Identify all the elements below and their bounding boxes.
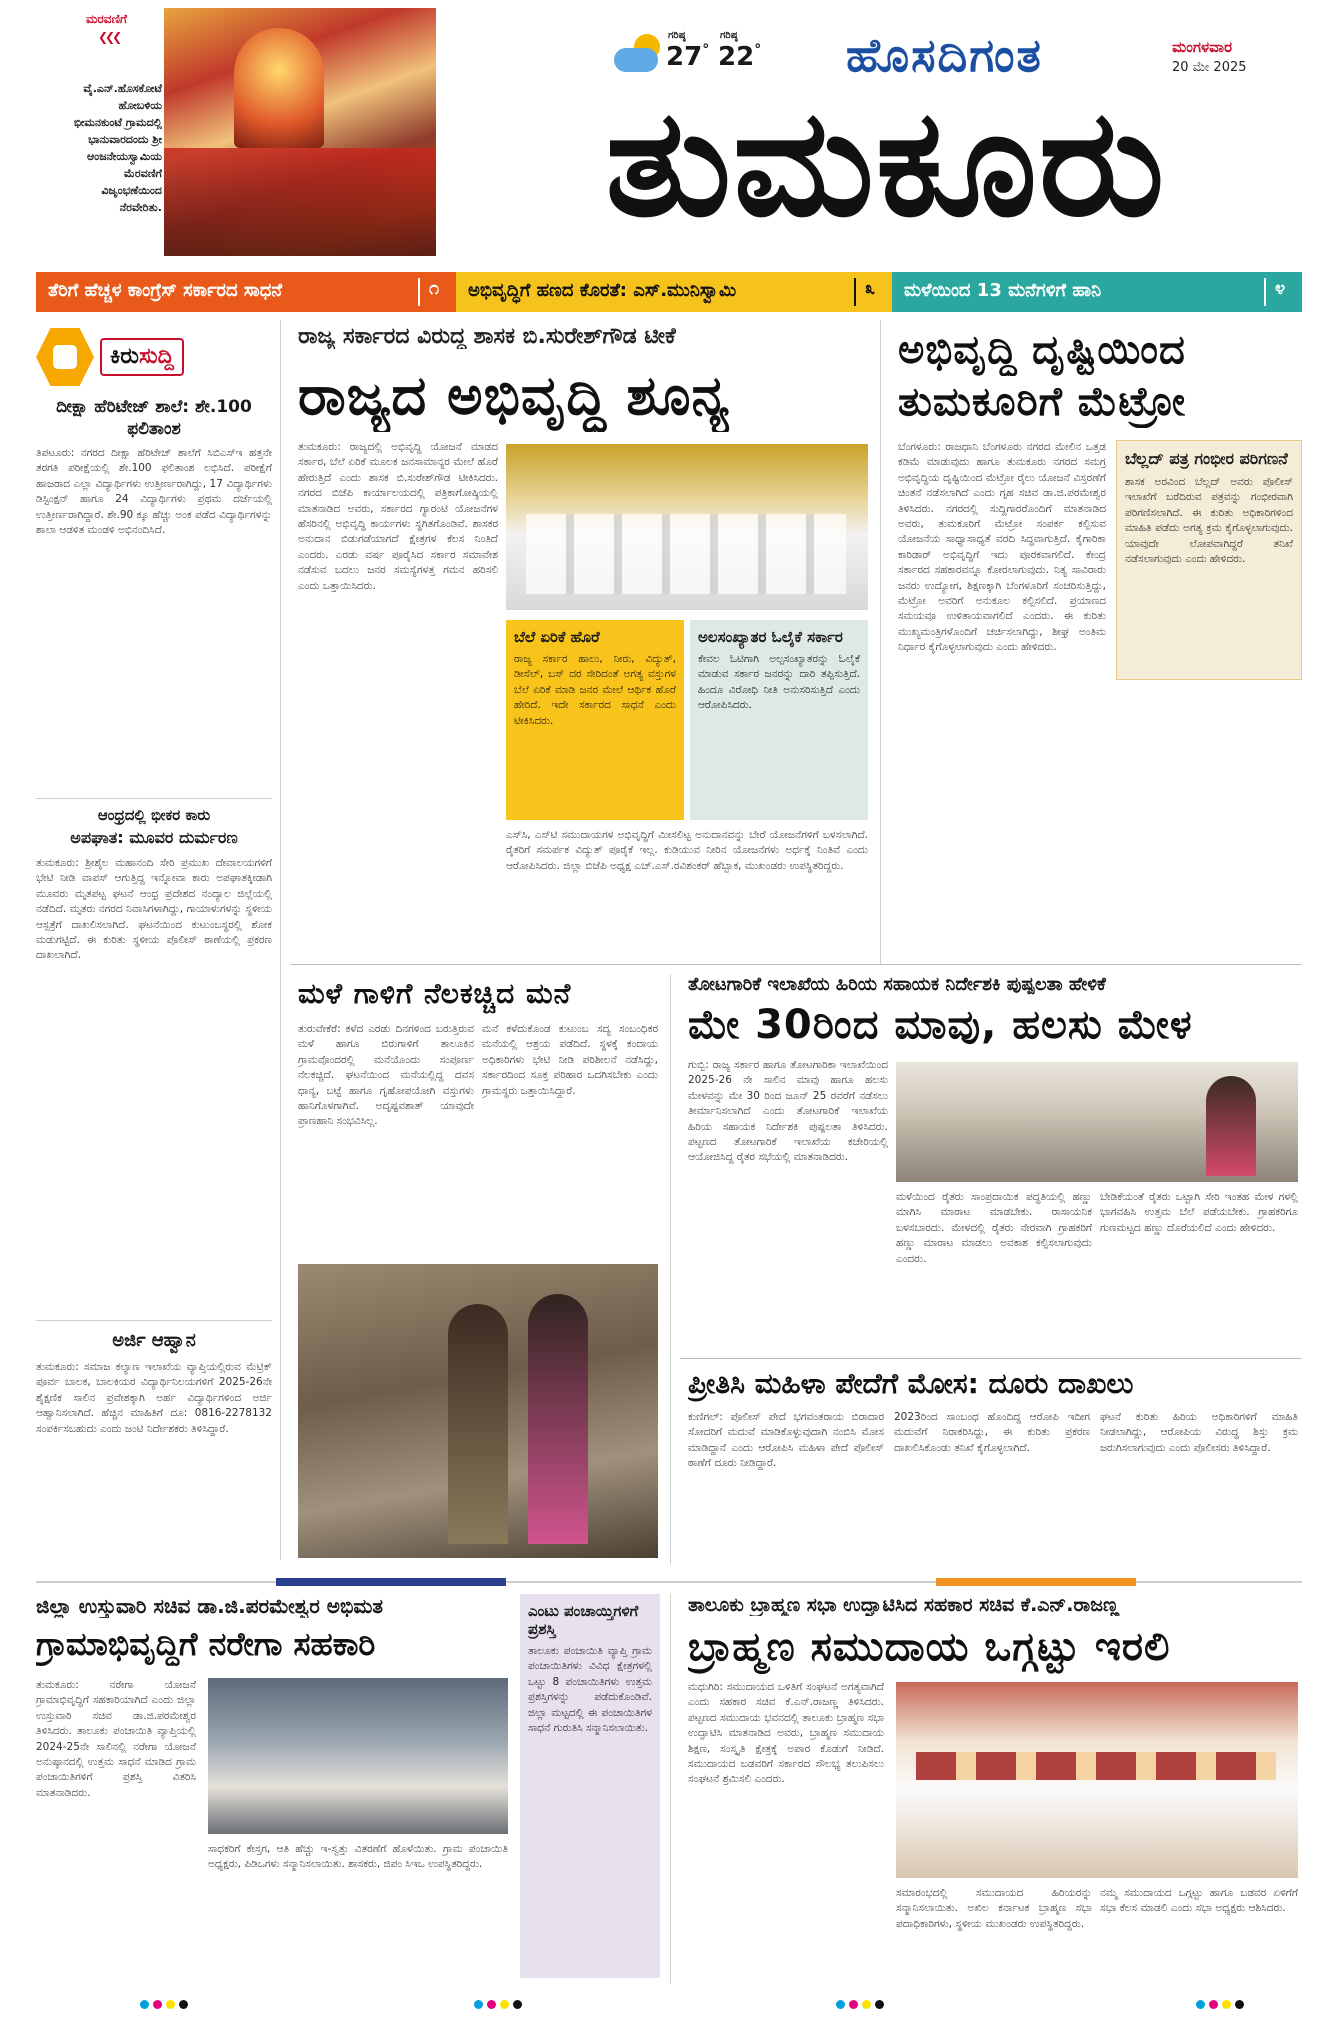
crowd-shape xyxy=(164,148,436,256)
brief-2-body: ತುಮಕೂರು: ಶ್ರೀಶೈಲ ಮಹಾನಂದಿ ಸೇರಿ ಪ್ರಮುಖ ದೇವಾಲಯಗಳಿಗೆ ಭೇಟಿ ನೀಡಿ ವಾಪಸ್ ಆಗುತ್ತಿದ್ದ ಇನ್ನೋವಾ ಕಾರು ಅಪಘಾತಕ್ಕೀಡಾಗಿ ಮೂವರು ಮೃತಪಟ್ಟ ಘಟನೆ ಆಂಧ್ರ ಪ್ರದೇಶದ ನಂದ್ಯಾಲ ಜಿಲ್ಲೆಯಲ್ಲಿ ನಡೆದಿದೆ. ಮೃತರು ನಗರದ ನಿವಾಸಿಗಳಾಗಿದ್ದು, ಗಾಯಾಳುಗಳನ್ನು ಸ್ಥಳೀಯ ಆಸ್ಪತ್ರೆಗೆ ದಾಖಲಿಸಲಾಗಿದೆ. ಘಟನೆಯಿಂದ ಕುಟುಂಬಸ್ಥರಲ್ಲಿ ಶೋಕ ಮಡುಗಟ್ಟಿದೆ. ಈ ಕುರಿತು ಸ್ಥಳೀಯ ಪೊಲೀಸ್ ಠಾಣೆಯಲ್ಲಿ ಪ್ರಕರಣ ದಾಖಲಾಗಿದೆ. xyxy=(36,857,272,962)
bellad-letter-title: ಬೆಲ್ಲದ್ ಪತ್ರ ಗಂಭೀರ ಪರಿಗಣನೆ xyxy=(1125,449,1288,468)
edition-title: ತುಮಕೂರು xyxy=(605,77,1167,249)
nrega-story xyxy=(36,1594,664,1984)
rain-story xyxy=(290,974,662,1570)
story-tag-label: ಮರವಣಿಗೆ xyxy=(86,12,127,26)
farmers-meeting-photo xyxy=(896,1062,1298,1182)
mango-story xyxy=(680,974,1302,1354)
metro-story xyxy=(890,320,1302,960)
registration-marks-right xyxy=(1196,2000,1244,2009)
lead-headline: ರಾಜ್ಯದ ಅಭಿವೃದ್ಧಿ ಶೂನ್ಯ xyxy=(298,364,730,427)
procession-photo xyxy=(164,8,436,256)
brahmin-sabha-photo xyxy=(896,1682,1298,1878)
paper-logo: ಹೊಸದಿಗಂತ xyxy=(846,28,1043,82)
brahmin-body-c: ನಮ್ಮ ಸಮುದಾಯದ ಒಗ್ಗಟ್ಟು ಹಾಗೂ ಬಡವರ ಏಳಿಗೆಗೆ ಸಭಾ ಕೆಲಸ ಮಾಡಲಿ ಎಂದು ಸಭಾ ಅಧ್ಯಕ್ಷರು ಆಶಿಸಿದರು. xyxy=(1100,1887,1298,1915)
brief-2-headline: ಅಪಘಾತ: ಮೂವರ ದುರ್ಮರಣ xyxy=(70,828,238,847)
chevron-left-icon: ❮❮❮ xyxy=(98,30,120,44)
mango-body-b: ಮಳೆಯಿಂದ ರೈತರು ಸಾಂಪ್ರದಾಯಿಕ ಪದ್ಧತಿಯಲ್ಲಿ ಹಣ್ಣು ಮಾಗಿಸಿ ಮಾರಾಟ ಮಾಡಬೇಕು. ರಾಸಾಯನಿಕ ಬಳಸಬಾರದು. ಮೇಳದಲ್ಲಿ ರೈತರು ನೇರವಾಗಿ ಗ್ರಾಹಕರಿಗೆ ಹಣ್ಣು ಮಾರಾಟ ಮಾಡಲು ಅವಕಾಶ ಕಲ್ಪಿಸಲಾಗುವುದು ಎಂದರು. xyxy=(896,1191,1092,1265)
registration-marks-center-left xyxy=(474,2000,522,2009)
rain-body-b: ಮನೆ ಕಳೆದುಕೊಂಡ ಕುಟುಂಬ ಸದ್ಯ ಸಂಬಂಧಿಕರ ಮನೆಯಲ್ಲಿ ಆಶ್ರಯ ಪಡೆದಿದೆ. ಸ್ಥಳಕ್ಕೆ ಕಂದಾಯ ಅಧಿಕಾರಿಗಳು ಭೇಟಿ ನೀಡಿ ಪರಿಶೀಲನೆ ನಡೆಸಿದ್ದು, ಸರ್ಕಾರದಿಂದ ಸೂಕ್ತ ಪರಿಹಾರ ಒದಗಿಸಬೇಕು ಎಂದು ಗ್ರಾಮಸ್ಥರು ಒತ್ತಾಯಿಸಿದ್ದಾರೆ. xyxy=(482,1023,658,1097)
panchayat-award-box xyxy=(520,1594,660,1978)
brahmin-body-a: ಮಧುಗಿರಿ: ಸಮುದಾಯದ ಒಳಿತಿಗೆ ಸಂಘಟನೆ ಅಗತ್ಯವಾಗಿದೆ ಎಂದು ಸಹಕಾರ ಸಚಿವ ಕೆ.ಎನ್.ರಾಜಣ್ಣ ತಿಳಿಸಿದರು. ಪಟ್ಟಣದ ಸಮುದಾಯ ಭವನದಲ್ಲಿ ತಾಲೂಕು ಬ್ರಾಹ್ಮಣ ಸಭಾ ಉದ್ಘಾಟಿಸಿ ಮಾತನಾಡಿದ ಅವರು, ಬ್ರಾಹ್ಮಣ ಸಮುದಾಯ ಶಿಕ್ಷಣ, ಸಂಸ್ಕೃತಿ ಕ್ಷೇತ್ರಕ್ಕೆ ಅಪಾರ ಕೊಡುಗೆ ನೀಡಿದೆ. ಸಮುದಾಯದ ಬಡವರಿಗೆ ಸರ್ಕಾರದ ಸೌಲಭ್ಯ ತಲುಪಿಸಲು ಸಂಘಟನೆ ಶ್ರಮಿಸಲಿ ಎಂದರು. xyxy=(688,1681,884,1786)
teaser-2-text: ಅಭಿವೃದ್ಧಿಗೆ ಹಣದ ಕೊರತೆ: ಎಸ್.ಮುನಿಸ್ವಾಮಿ xyxy=(468,280,737,301)
price-hike-body: ರಾಜ್ಯ ಸರ್ಕಾರ ಹಾಲು, ನೀರು, ವಿದ್ಯುತ್, ಡೀಸೆಲ್, ಬಸ್ ದರ ಸೇರಿದಂತೆ ಅಗತ್ಯ ವಸ್ತುಗಳ ಬೆಲೆ ಏರಿಕೆ ಮಾಡಿ ಜನರ ಮೇಲೆ ಆರ್ಥಿಕ ಹೊರೆ ಹೇರಿದೆ. ಇದೇ ಸರ್ಕಾರದ ಸಾಧನೆ ಎಂದು ಟೀಕಿಸಿದರು. xyxy=(514,653,676,727)
brief-badge xyxy=(36,328,246,386)
brief-3-body: ತುಮಕೂರು: ಸಮಾಜ ಕಲ್ಯಾಣ ಇಲಾಖೆಯ ವ್ಯಾಪ್ತಿಯಲ್ಲಿರುವ ಮೆಟ್ರಿಕ್ ಪೂರ್ವ ಬಾಲಕ, ಬಾಲಕಿಯರ ವಿದ್ಯಾರ್ಥಿನಿಲಯಗಳಿಗೆ 2025-26ನೇ ಶೈಕ್ಷಣಿಕ ಸಾಲಿನ ಪ್ರವೇಶಕ್ಕಾಗಿ ಅರ್ಹ ವಿದ್ಯಾರ್ಥಿಗಳಿಂದ ಅರ್ಜಿ ಆಹ್ವಾನಿಸಲಾಗಿದೆ. ಹೆಚ್ಚಿನ ಮಾಹಿತಿಗೆ ದೂ: 0816-2278132 ಸಂಪರ್ಕಿಸಬಹುದು ಎಂದು ಜಂಟಿ ನಿರ್ದೇಶಕರು ತಿಳಿಸಿದ್ದಾರೆ. xyxy=(36,1361,272,1435)
bellad-letter-body: ಶಾಸಕ ಅರವಿಂದ ಬೆಲ್ಲದ್ ಅವರು ಪೊಲೀಸ್ ಇಲಾಖೆಗೆ ಬರೆದಿರುವ ಪತ್ರವನ್ನು ಗಂಭೀರವಾಗಿ ಪರಿಗಣಿಸಲಾಗಿದೆ. ಈ ಕುರಿತು ಅಧಿಕಾರಿಗಳಿಂದ ಮಾಹಿತಿ ಪಡೆದು ಅಗತ್ಯ ಕ್ರಮ ಕೈಗೊಳ್ಳಲಾಗುವುದು. ಯಾವುದೇ ಲೋಪವಾಗಿದ್ದರೆ ತನಿಖೆ ನಡೆಸಲಾಗುವುದು ಎಂದು ಹೇಳಿದರು. xyxy=(1125,476,1293,566)
metro-body: ಬೆಂಗಳೂರು: ರಾಜಧಾನಿ ಬೆಂಗಳೂರು ನಗರದ ಮೇಲಿನ ಒತ್ತಡ ಕಡಿಮೆ ಮಾಡುವುದು ಹಾಗೂ ತುಮಕೂರು ನಗರದ ಸಮಗ್ರ ಅಭಿವೃದ್ಧಿಯ ದೃಷ್ಟಿಯಿಂದ ಮೆಟ್ರೋ ರೈಲು ಯೋಜನೆ ವಿಸ್ತರಣೆಗೆ ಚಿಂತನೆ ನಡೆಸಲಾಗಿದೆ ಎಂದು ಗೃಹ ಸಚಿವ ಡಾ.ಜಿ.ಪರಮೇಶ್ವರ ತಿಳಿಸಿದರು. ನಗರದಲ್ಲಿ ಸುದ್ದಿಗಾರರೊಂದಿಗೆ ಮಾತನಾಡಿದ ಅವರು, ತುಮಕೂರಿಗೆ ಮೆಟ್ರೋ ಸಂಪರ್ಕ ಕಲ್ಪಿಸುವ ಯೋಜನೆಯ ಸಾಧ್ಯಾಸಾಧ್ಯತೆ ವರದಿ ಸಿದ್ಧವಾಗುತ್ತಿದೆ. ಕೈಗಾರಿಕಾ ಕಾರಿಡಾರ್ ಅಭಿವೃದ್ಧಿಗೆ ಇದು ಪೂರಕವಾಗಲಿದೆ. ಕೇಂದ್ರ ಸರ್ಕಾರದ ಸಹಕಾರವನ್ನೂ ಕೋರಲಾಗುವುದು. ನಿತ್ಯ ಸಾವಿರಾರು ಜನರು ಉದ್ಯೋಗ, ಶಿಕ್ಷಣಕ್ಕಾಗಿ ಬೆಂಗಳೂರಿಗೆ ಸಂಚರಿಸುತ್ತಿದ್ದು, ಮೆಟ್ರೋ ಅವರಿಗೆ ಅನುಕೂಲ ಕಲ್ಪಿಸಲಿದೆ. ಪ್ರಯಾಣದ ಸಮಯವೂ ಉಳಿತಾಯವಾಗಲಿದೆ ಎಂದರು. ಈ ಕುರಿತು ಮುಖ್ಯಮಂತ್ರಿಗಳೊಂದಿಗೆ ಚರ್ಚಿಸಲಾಗಿದ್ದು, ಶೀಘ್ರ ಅಂತಿಮ ನಿರ್ಧಾರ ಕೈಗೊಳ್ಳಲಾಗುವುದು ಎಂದು ಹೇಳಿದರು. xyxy=(898,441,1106,654)
section-divider xyxy=(36,1578,1302,1586)
crime-body-a: ಕುಣಿಗಲ್: ಪೊಲೀಸ್ ಪೇದೆ ಭಗವಂತರಾಯ ಬಿರಾದಾರ ಸೋದರಿಗೆ ಮದುವೆ ಮಾಡಿಕೊಳ್ಳುವುದಾಗಿ ನಂಬಿಸಿ ಮೋಸ ಮಾಡಿದ್ದಾನೆ ಎಂದು ಆರೋಪಿಸಿ ಮಹಿಳಾ ಪೇದೆ ಪೊಲೀಸ್ ಠಾಣೆಗೆ ದೂರು ನೀಡಿದ್ದಾರೆ. xyxy=(688,1411,884,1470)
brief-1-body: ತಿಪಟೂರು: ನಗರದ ದೀಕ್ಷಾ ಹೆರಿಟೇಜ್ ಶಾಲೆಗೆ ಸಿಬಿಎಸ್‌ಇ ಹತ್ತನೇ ತರಗತಿ ಪರೀಕ್ಷೆಯಲ್ಲಿ ಶೇ.100 ಫಲಿತಾಂಶ ಲಭಿಸಿದೆ. ಪರೀಕ್ಷೆಗೆ ಹಾಜರಾದ ಎಲ್ಲಾ ವಿದ್ಯಾರ್ಥಿಗಳು ಉತ್ತೀರ್ಣರಾಗಿದ್ದು, 17 ವಿದ್ಯಾರ್ಥಿಗಳು ಡಿಸ್ಟಿಂಕ್ಷನ್ ಹಾಗೂ 24 ವಿದ್ಯಾರ್ಥಿಗಳು ಪ್ರಥಮ ದರ್ಜೆಯಲ್ಲಿ ಉತ್ತೀರ್ಣರಾಗಿದ್ದಾರೆ. ಶೇ.90 ಕ್ಕೂ ಹೆಚ್ಚು ಅಂಕ ಪಡೆದ ವಿದ್ಯಾರ್ಥಿಗಳನ್ನು ಶಾಲಾ ಆಡಳಿತ ಮಂಡಳಿ ಅಭಿನಂದಿಸಿದೆ. xyxy=(36,447,272,537)
crime-headline: ಪ್ರೀತಿಸಿ ಮಹಿಳಾ ಪೇದೆಗೆ ಮೋಸ: ದೂರು ದಾಖಲು xyxy=(688,1367,1134,1400)
weather-max: 27° xyxy=(666,42,710,72)
metro-headline-1: ಅಭಿವೃದ್ಧಿ ದೃಷ್ಟಿಯಿಂದ xyxy=(898,327,1186,373)
rain-headline: ಮಳೆ ಗಾಳಿಗೆ ನೆಲಕಚ್ಚಿದ ಮನೆ xyxy=(298,977,572,1010)
registration-marks-left xyxy=(140,2000,188,2009)
hand-icon xyxy=(36,328,94,386)
panchayat-award-title: ಎಂಟು ಪಂಚಾಯ್ತಿಗಳಿಗೆ ಪ್ರಶಸ್ತಿ xyxy=(528,1602,639,1638)
price-hike-title: ಬೆಲೆ ಏರಿಕೆ ಹೊರೆ xyxy=(514,628,600,646)
panchayat-award-body: ತಾಲೂಕು ಪಂಚಾಯಿತಿ ವ್ಯಾಪ್ತಿ ಗ್ರಾಮ ಪಂಚಾಯಿತಿಗಳು ವಿವಿಧ ಕ್ಷೇತ್ರಗಳಲ್ಲಿ ಒಟ್ಟು 8 ಪಂಚಾಯಿತಿಗಳು ಉತ್ತಮ ಪ್ರಶಸ್ತಿಗಳನ್ನು ಪಡೆದುಕೊಂಡಿವೆ. ಜಿಲ್ಲಾ ಮಟ್ಟದಲ್ಲಿ ಈ ಪಂಚಾಯಿತಿಗಳ ಸಾಧನೆ ಗುರುತಿಸಿ ಸನ್ಮಾನಿಸಲಾಯಿತು. xyxy=(528,1645,652,1735)
teaser-1[interactable] xyxy=(36,272,456,312)
weather-min-label: ಗರಿಷ್ಠ xyxy=(720,30,738,41)
masthead xyxy=(0,0,1338,262)
issue-date: 20 ಮೇ 2025 xyxy=(1172,60,1247,75)
teaser-2-page: ೩ xyxy=(854,278,884,306)
weather-min: 22° xyxy=(718,42,762,72)
teaser-3-page: ೪ xyxy=(1264,278,1294,306)
brahmin-story xyxy=(680,1594,1302,1984)
brief-label: ಕಿರುಸುದ್ದಿ xyxy=(100,338,184,376)
nrega-kicker: ಜಿಲ್ಲಾ ಉಸ್ತುವಾರಿ ಸಚಿವ ಡಾ.ಜಿ.ಪರಮೇಶ್ವರ ಅಭಿಮತ xyxy=(36,1594,384,1618)
metro-headline-2: ತುಮಕೂರಿಗೆ ಮೆಟ್ರೋ xyxy=(898,379,1187,425)
brahmin-body-b: ಸಮಾರಂಭದಲ್ಲಿ ಸಮುದಾಯದ ಹಿರಿಯರನ್ನು ಸನ್ಮಾನಿಸಲಾಯಿತು. ಅಖಿಲ ಕರ್ನಾಟಕ ಬ್ರಾಹ್ಮಣ ಸಭಾ ಪದಾಧಿಕಾರಿಗಳು, ಸ್ಥಳೀಯ ಮುಖಂಡರು ಉಪಸ್ಥಿತರಿದ್ದರು. xyxy=(896,1887,1092,1930)
brief-2-kicker: ಆಂಧ್ರದಲ್ಲಿ ಭೀಕರ ಕಾರು xyxy=(97,806,211,824)
weather-max-label: ಗರಿಷ್ಠ xyxy=(668,30,686,41)
teaser-1-text: ತೆರಿಗೆ ಹೆಚ್ಚಳ ಕಾಂಗ್ರೆಸ್ ಸರ್ಕಾರದ ಸಾಧನೆ xyxy=(48,280,283,301)
left-column xyxy=(36,320,272,1570)
appeasement-body: ಕೇವಲ ಓಟಿಗಾಗಿ ಅಲ್ಪಸಂಖ್ಯಾತರನ್ನು ಓಲೈಕೆ ಮಾಡುವ ಸರ್ಕಾರ ಜನರನ್ನು ದಾರಿ ತಪ್ಪಿಸುತ್ತಿದೆ. ಹಿಂದೂ ವಿರೋಧಿ ನೀತಿ ಅನುಸರಿಸುತ್ತಿದೆ ಎಂದು ಆರೋಪಿಸಿದರು. xyxy=(698,653,860,712)
brahmin-headline: ಬ್ರಾಹ್ಮಣ ಸಮುದಾಯ ಒಗ್ಗಟ್ಟು ಇರಲಿ xyxy=(688,1624,1171,1670)
brahmin-kicker: ತಾಲೂಕು ಬ್ರಾಹ್ಮಣ ಸಭಾ ಉದ್ಘಾಟಿಸಿದ ಸಹಕಾರ ಸಚಿವ ಕೆ.ಎನ್.ರಾಜಣ್ಣ xyxy=(688,1594,1120,1616)
crime-body-c: ಘಟನೆ ಕುರಿತು ಹಿರಿಯ ಅಧಿಕಾರಿಗಳಿಗೆ ಮಾಹಿತಿ ನೀಡಲಾಗಿದ್ದು, ಆರೋಪಿಯ ವಿರುದ್ಧ ಶಿಸ್ತು ಕ್ರಮ ಜರುಗಿಸಲಾಗುವುದು ಎಂದು ಪೊಲೀಸರು ತಿಳಿಸಿದ್ದಾರೆ. xyxy=(1100,1411,1298,1454)
mango-body-a: ಗುಬ್ಬಿ: ರಾಜ್ಯ ಸರ್ಕಾರ ಹಾಗೂ ತೋಟಗಾರಿಕಾ ಇಲಾಖೆಯಿಂದ 2025-26 ನೇ ಸಾಲಿನ ಮಾವು ಹಾಗೂ ಹಲಸು ಮೇಳವನ್ನು ಮೇ 30 ರಿಂದ ಜೂನ್ 25 ರವರೆಗೆ ನಡೆಸಲು ತೀರ್ಮಾನಿಸಲಾಗಿದೆ ಎಂದು ತೋಟಗಾರಿಕೆ ಇಲಾಖೆಯ ಹಿರಿಯ ಸಹಾಯಕ ನಿರ್ದೇಶಕಿ ಪುಷ್ಪಲತಾ ತಿಳಿಸಿದರು. ಪಟ್ಟಣದ ತೋಟಗಾರಿಕೆ ಇಲಾಖೆಯ ಕಚೇರಿಯಲ್ಲಿ ಆಯೋಜಿಸಿದ್ದ ರೈತರ ಸಭೆಯಲ್ಲಿ ಮಾತನಾಡಿದರು. xyxy=(688,1059,888,1164)
chariot-shape xyxy=(234,28,324,148)
rain-body-a: ತುರುವೇಕೆರೆ: ಕಳೆದ ಎರಡು ದಿನಗಳಿಂದ ಬರುತ್ತಿರುವ ಮಳೆ ಹಾಗೂ ಬಿರುಗಾಳಿಗೆ ತಾಲೂಕಿನ ಗ್ರಾಮವೊಂದರಲ್ಲಿ ಮನೆಯೊಂದು ಸಂಪೂರ್ಣ ನೆಲಕಚ್ಚಿದೆ. ಘಟನೆಯಿಂದ ಮನೆಯಲ್ಲಿದ್ದ ದವಸ ಧಾನ್ಯ, ಬಟ್ಟೆ ಹಾಗೂ ಗೃಹೋಪಯೋಗಿ ವಸ್ತುಗಳು ಹಾನಿಗೊಳಗಾಗಿವೆ. ಅದೃಷ್ಟವಶಾತ್ ಯಾವುದೇ ಪ್ರಾಣಹಾನಿ ಸಂಭವಿಸಿಲ್ಲ. xyxy=(298,1023,474,1128)
mango-kicker: ತೋಟಗಾರಿಕೆ ಇಲಾಖೆಯ ಹಿರಿಯ ಸಹಾಯಕ ನಿರ್ದೇಶಕಿ ಪುಷ್ಪಲತಾ ಹೇಳಿಕೆ xyxy=(688,974,1106,995)
story-caption: ವೈ.ಎನ್.ಹೊಸಕೋಟೆ ಹೋಬಳಿಯ ಭೀಮನಕುಂಟೆ ಗ್ರಾಮದಲ್ಲಿ ಭಾನುವಾರದಂದು ಶ್ರೀ ಆಂಜನೇಯಸ್ವಾಮಿಯ ಮೆರವಣಿಗೆ ವಿಜೃಂಭಣೆಯಿಂದ ನೆರವೇರಿತು. xyxy=(73,82,162,214)
appeasement-title: ಅಲಸಂಖ್ಯಾತರ ಓಲೈಕೆ ಸರ್ಕಾರ xyxy=(698,628,843,646)
teaser-3-text: ಮಳೆಯಿಂದ 13 ಮನೆಗಳಿಗೆ ಹಾನಿ xyxy=(904,280,1102,301)
mango-headline: ಮೇ 30ರಿಂದ ಮಾವು, ಹಲಸು ಮೇಳ xyxy=(688,1002,1193,1048)
brief-1-headline: ದೀಕ್ಷಾ ಹೆರಿಟೇಜ್ ಶಾಲೆ: ಶೇ.100 ಫಲಿತಾಂಶ xyxy=(56,397,252,439)
crime-story xyxy=(680,1364,1302,1574)
teaser-3[interactable] xyxy=(892,272,1302,312)
bellad-letter-box xyxy=(1116,440,1302,680)
teaser-bar xyxy=(36,272,1302,312)
nrega-headline: ಗ್ರಾಮಾಭಿವೃದ್ಧಿಗೆ ನರೇಗಾ ಸಹಕಾರಿ xyxy=(36,1625,376,1663)
brief-3-headline: ಅರ್ಜಿ ಆಹ್ವಾನ xyxy=(112,1330,196,1351)
lead-body-b: ಎಸ್‌ಸಿ, ಎಸ್‌ಟಿ ಸಮುದಾಯಗಳ ಅಭಿವೃದ್ಧಿಗೆ ಮೀಸಲಿಟ್ಟ ಅನುದಾನವನ್ನು ಬೇರೆ ಯೋಜನೆಗಳಿಗೆ ಬಳಸಲಾಗಿದೆ. ರೈತರಿಗೆ ಸಮರ್ಪಕ ವಿದ್ಯುತ್ ಪೂರೈಕೆ ಇಲ್ಲ. ಕುಡಿಯುವ ನೀರಿನ ಯೋಜನೆಗಳು ಅರ್ಧಕ್ಕೆ ನಿಂತಿವೆ ಎಂದು ಆರೋಪಿಸಿದರು. ಜಿಲ್ಲಾ ಬಿಜೆಪಿ ಅಧ್ಯಕ್ಷ ಎಚ್.ಎಸ್.ರವಿಶಂಕರ್ ಹೆಬ್ಬಾಕ, ಮುಖಂಡರು ಉಪಸ್ಥಿತರಿದ್ದರು. xyxy=(506,829,868,872)
lead-kicker: ರಾಜ್ಯ ಸರ್ಕಾರದ ವಿರುದ್ಧ ಶಾಸಕ ಬಿ.ಸುರೇಶ್‌ಗೌಡ ಟೀಕೆ xyxy=(298,324,676,349)
crime-body-b: 2023ರಿಂದ ಸಾಂಬಂಧ ಹೊಂದಿದ್ದ ಆರೋಪಿ ಇದೀಗ ಮದುವೆಗೆ ನಿರಾಕರಿಸಿದ್ದು, ಈ ಕುರಿತು ಪ್ರಕರಣ ದಾಖಲಿಸಿಕೊಂಡು ತನಿಖೆ ಕೈಗೊಳ್ಳಲಾಗಿದೆ. xyxy=(894,1411,1090,1454)
lead-body-a: ತುಮಕೂರು: ರಾಜ್ಯದಲ್ಲಿ ಅಭಿವೃದ್ಧಿ ಯೋಜನೆ ಮಾಡದ ಸರ್ಕಾರ, ಬೆಲೆ ಏರಿಕೆ ಮೂಲಕ ಜನಸಾಮಾನ್ಯರ ಮೇಲೆ ಹೊರೆ ಹೇರುತ್ತಿದೆ ಎಂದು ಶಾಸಕ ಬಿ.ಸುರೇಶ್‌ಗೌಡ ಟೀಕಿಸಿದರು. ನಗರದ ಬಿಜೆಪಿ ಕಾರ್ಯಾಲಯದಲ್ಲಿ ಪತ್ರಿಕಾಗೋಷ್ಠಿಯಲ್ಲಿ ಮಾತನಾಡಿದ ಅವರು, ಸರ್ಕಾರದ ಗ್ಯಾರಂಟಿ ಯೋಜನೆಗಳ ಹೆಸರಿನಲ್ಲಿ ಅಭಿವೃದ್ಧಿ ಕಾರ್ಯಗಳು ಸ್ಥಗಿತಗೊಂಡಿವೆ. ಶಾಸಕರ ಅನುದಾನ ಬಿಡುಗಡೆಯಾಗದೆ ಕ್ಷೇತ್ರಗಳ ಕೆಲಸ ನಿಂತಿದೆ ಎಂದರು. ಎರಡು ವರ್ಷ ಪೂರೈಸಿದ ಸರ್ಕಾರ ಸಮಾವೇಶ ನಡೆಸುವ ಬದಲು ಜನರ ಸಮಸ್ಯೆಗಳತ್ತ ಗಮನ ಹರಿಸಲಿ ಎಂದು ಒತ್ತಾಯಿಸಿದರು. xyxy=(298,441,498,592)
lead-press-photo xyxy=(506,444,868,610)
lead-story xyxy=(290,320,872,960)
teaser-1-page: ೧ xyxy=(418,278,448,306)
nrega-award-photo xyxy=(208,1678,508,1834)
mango-body-c: ಬೇಡಿಕೆಯಂತೆ ರೈತರು ಒಟ್ಟಾಗಿ ಸೇರಿ ಇಂತಹ ಮೇಳ ಗಳಲ್ಲಿ ಭಾಗವಹಿಸಿ ಉತ್ತಮ ಬೆಲೆ ಪಡೆಯಬೇಕು. ಗ್ರಾಹಕರಿಗೂ ಗುಣಮಟ್ಟದ ಹಣ್ಣು ದೊರೆಯಲಿದೆ ಎಂದು ಹೇಳಿದರು. xyxy=(1100,1191,1298,1234)
price-hike-box xyxy=(506,620,684,820)
appeasement-box xyxy=(690,620,868,820)
collapsed-house-photo xyxy=(298,1264,658,1558)
teaser-2[interactable] xyxy=(456,272,892,312)
nrega-body-b: ಸಾಧಕರಿಗೆ ಕೇಸ್ತಗ, ಆತಿ ಹೆಚ್ಚು ಇ-ಸ್ವತ್ತು ವಿತರಣೆಗೆ ಹೊಳೆಯಿತು. ಗ್ರಾಮ ಪಂಚಾಯಿತಿ ಅಧ್ಯಕ್ಷರು, ಪಿಡಿಒಗಳು ಸನ್ಮಾನಿಸಲಾಯಿತು. ಶಾಸಕರು, ಜಿಪಂ ಸಿಇಒ ಉಪಸ್ಥಿತರಿದ್ದರು. xyxy=(208,1843,508,1871)
issue-day: ಮಂಗಳವಾರ xyxy=(1172,38,1233,56)
story-tag xyxy=(86,8,156,28)
registration-marks-center-right xyxy=(836,2000,884,2009)
nrega-body-a: ತುಮಕೂರು: ನರೇಗಾ ಯೋಜನೆ ಗ್ರಾಮಾಭಿವೃದ್ಧಿಗೆ ಸಹಕಾರಿಯಾಗಿದೆ ಎಂದು ಜಿಲ್ಲಾ ಉಸ್ತುವಾರಿ ಸಚಿವ ಡಾ.ಜಿ.ಪರಮೇಶ್ವರ ತಿಳಿಸಿದರು. ತಾಲೂಕು ಪಂಚಾಯಿತಿ ವ್ಯಾಪ್ತಿಯಲ್ಲಿ 2024-25ನೇ ಸಾಲಿನಲ್ಲಿ ನರೇಗಾ ಯೋಜನೆ ಅನುಷ್ಠಾನದಲ್ಲಿ ಉತ್ತಮ ಸಾಧನೆ ಮಾಡಿದ ಗ್ರಾಮ ಪಂಚಾಯಿತಿಗಳಿಗೆ ಪ್ರಶಸ್ತಿ ವಿತರಿಸಿ ಮಾತನಾಡಿದರು. xyxy=(36,1679,196,1799)
